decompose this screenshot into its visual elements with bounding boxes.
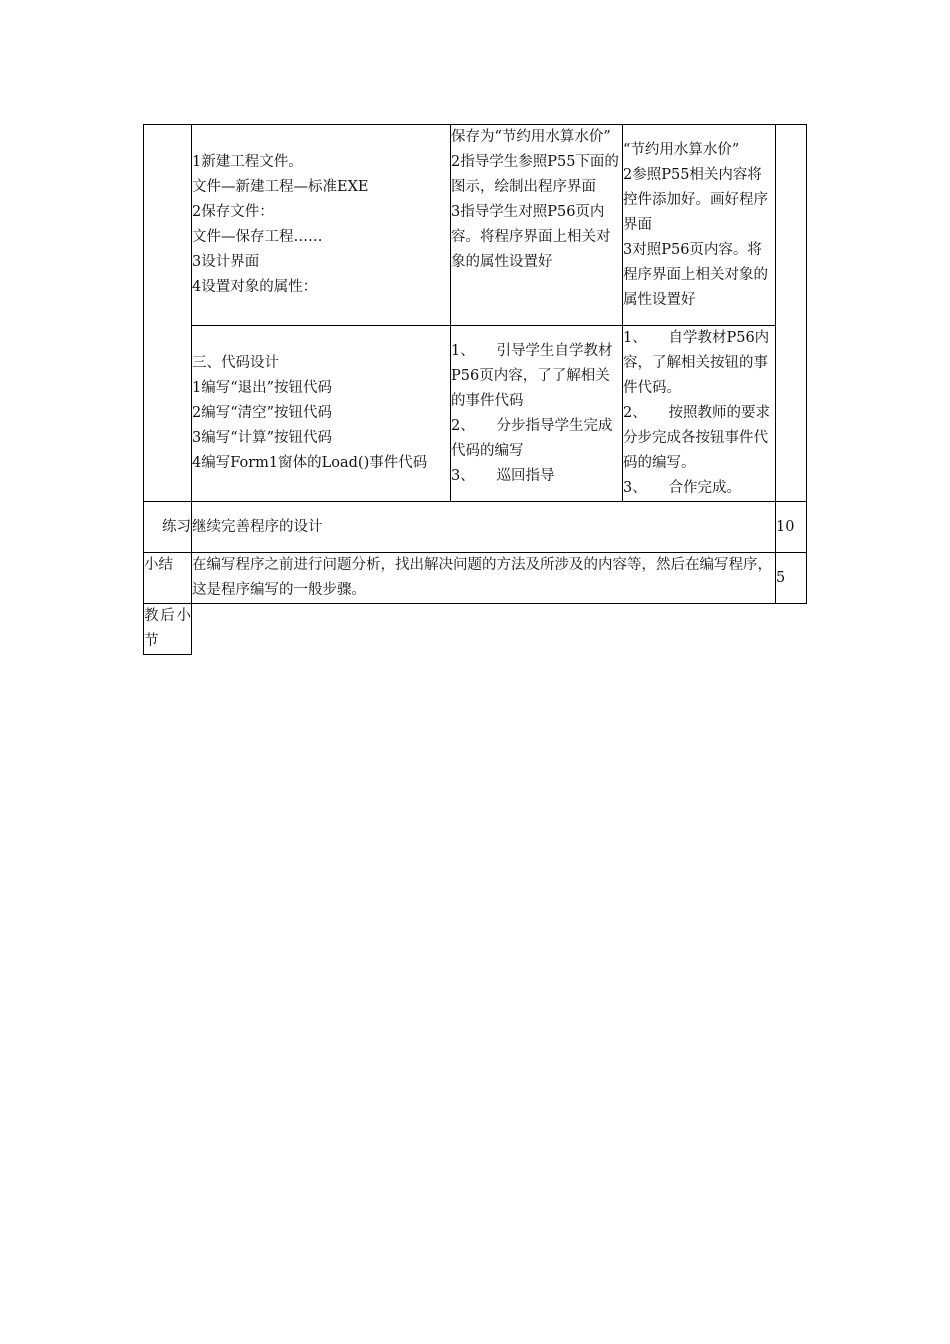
practice-time: 10	[776, 502, 807, 553]
design-student-cell	[623, 125, 776, 326]
code-row	[144, 326, 807, 502]
teacher-activity: 1、 引导学生自学教材P56页内容，了了解相关的事件代码	[451, 342, 613, 409]
practice-content: 继续完善程序的设计	[192, 502, 776, 553]
section-label-cell	[144, 125, 192, 502]
student-activity: “节约用水算水价”	[623, 141, 740, 158]
code-step: 三、代码设计	[192, 355, 279, 371]
student-activity: 2、 按照教师的要求分步完成各按钮事件代码的编写。	[623, 405, 770, 471]
design-step: 1新建工程文件。	[192, 154, 303, 170]
code-step: 3编写“计算”按钮代码	[192, 430, 333, 446]
summary-content: 在编写程序之前进行问题分析，找出解决问题的方法及所涉及的内容等，然后在编写程序，这是程序编写的一般步骤。	[192, 553, 776, 604]
reflection-label: 教后小节	[144, 604, 192, 655]
student-activity: 3、 合作完成。	[623, 480, 741, 496]
student-activity: 1、 自学教材P56内容，了解相关按钮的事件代码。	[623, 330, 770, 396]
summary-row	[144, 553, 807, 604]
reflection-row	[144, 604, 807, 655]
design-content-cell	[192, 125, 451, 326]
lesson-plan-table	[143, 124, 807, 655]
teacher-activity: 2、 分步指导学生完成代码的编写	[451, 417, 613, 459]
practice-label: 练习	[144, 502, 192, 553]
student-activity: 3对照P56页内容。将程序界面上相关对象的属性设置好	[623, 241, 768, 308]
summary-label: 小结	[144, 553, 192, 604]
code-step: 4编写Form1窗体的Load()事件代码	[192, 455, 428, 471]
design-teacher-cell	[451, 125, 623, 326]
design-step: 3设计界面	[192, 254, 260, 270]
teacher-activity: 保存为“节约用水算水价”	[451, 129, 611, 145]
teacher-activity: 3指导学生对照P56页内容。将程序界面上相关对象的属性设置好	[451, 204, 611, 270]
teacher-activity: 3、 巡回指导	[451, 467, 555, 484]
design-row	[144, 125, 807, 326]
code-teacher-cell	[451, 326, 623, 502]
student-activity: 2参照P55相关内容将控件添加好。画好程序界面	[623, 166, 768, 233]
code-step: 2编写“清空”按钮代码	[192, 405, 333, 421]
summary-time: 5	[776, 553, 807, 604]
design-step: 文件—保存工程……	[192, 229, 323, 245]
code-student-cell	[623, 326, 776, 502]
time-cell	[776, 125, 807, 502]
practice-row	[144, 502, 807, 553]
reflection-empty	[192, 604, 807, 655]
design-step: 4设置对象的属性：	[192, 279, 318, 295]
design-step: 文件—新建工程—标准EXE	[192, 179, 369, 195]
teacher-activity: 2指导学生参照P55下面的图示，绘制出程序界面	[451, 154, 619, 195]
code-content-cell	[192, 326, 451, 502]
design-step: 2保存文件：	[192, 204, 274, 220]
code-step: 1编写“退出”按钮代码	[192, 380, 333, 396]
